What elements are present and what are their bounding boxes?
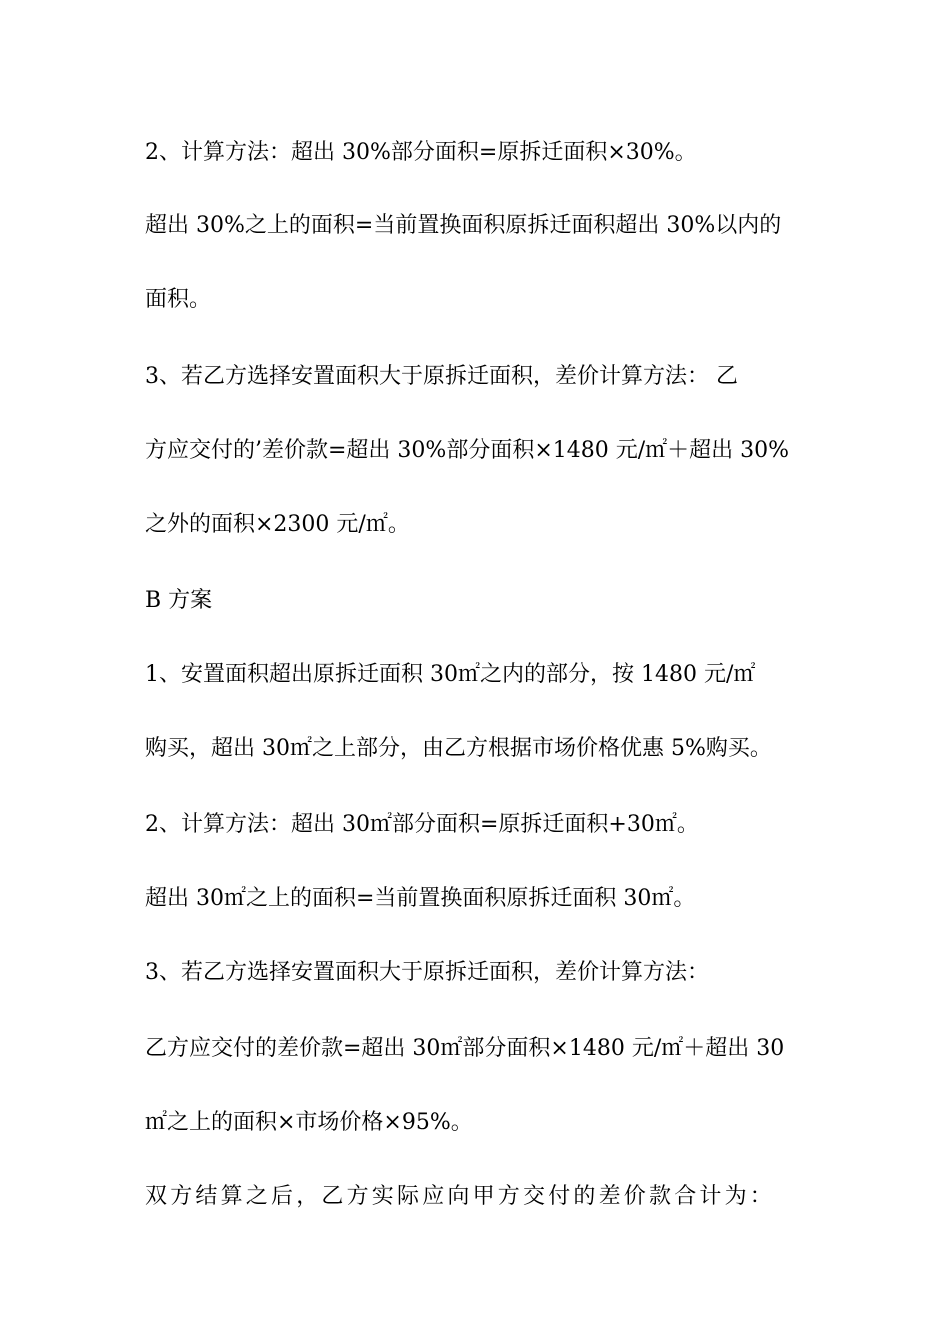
paragraph-line: 2、计算方法：超出 30%部分面积=原拆迁面积×30%。 bbox=[145, 140, 697, 165]
paragraph-line: 超出 30㎡之上的面积=当前置换面积原拆迁面积 30㎡。 bbox=[145, 886, 696, 911]
paragraph-line: 3、若乙方选择安置面积大于原拆迁面积，差价计算方法： 乙 bbox=[145, 364, 738, 389]
paragraph-line: 超出 30%之上的面积=当前置换面积原拆迁面积超出 30%以内的 bbox=[145, 213, 782, 238]
paragraph-line: 乙方应交付的差价款=超出 30㎡部分面积×1480 元/㎡＋超出 30 bbox=[145, 1036, 785, 1061]
paragraph-line: ㎡之上的面积×市场价格×95%。 bbox=[145, 1110, 473, 1135]
paragraph-line: 3、若乙方选择安置面积大于原拆迁面积，差价计算方法： bbox=[145, 960, 709, 985]
paragraph-line: 之外的面积×2300 元/㎡。 bbox=[145, 512, 410, 537]
paragraph-line: 1、安置面积超出原拆迁面积 30㎡之内的部分，按 1480 元/㎡ bbox=[145, 662, 756, 687]
paragraph-line: 2、计算方法：超出 30㎡部分面积=原拆迁面积+30㎡。 bbox=[145, 812, 699, 837]
section-heading: B 方案 bbox=[145, 588, 213, 613]
paragraph-line: 面积。 bbox=[145, 287, 212, 312]
paragraph-line: 方应交付的’差价款=超出 30%部分面积×1480 元/㎡＋超出 30% bbox=[145, 438, 790, 463]
paragraph-line: 双方结算之后，乙方实际应向甲方交付的差价款合计为： bbox=[145, 1184, 776, 1209]
paragraph-line: 购买，超出 30㎡之上部分，由乙方根据市场价格优惠 5%购买。 bbox=[145, 736, 772, 761]
